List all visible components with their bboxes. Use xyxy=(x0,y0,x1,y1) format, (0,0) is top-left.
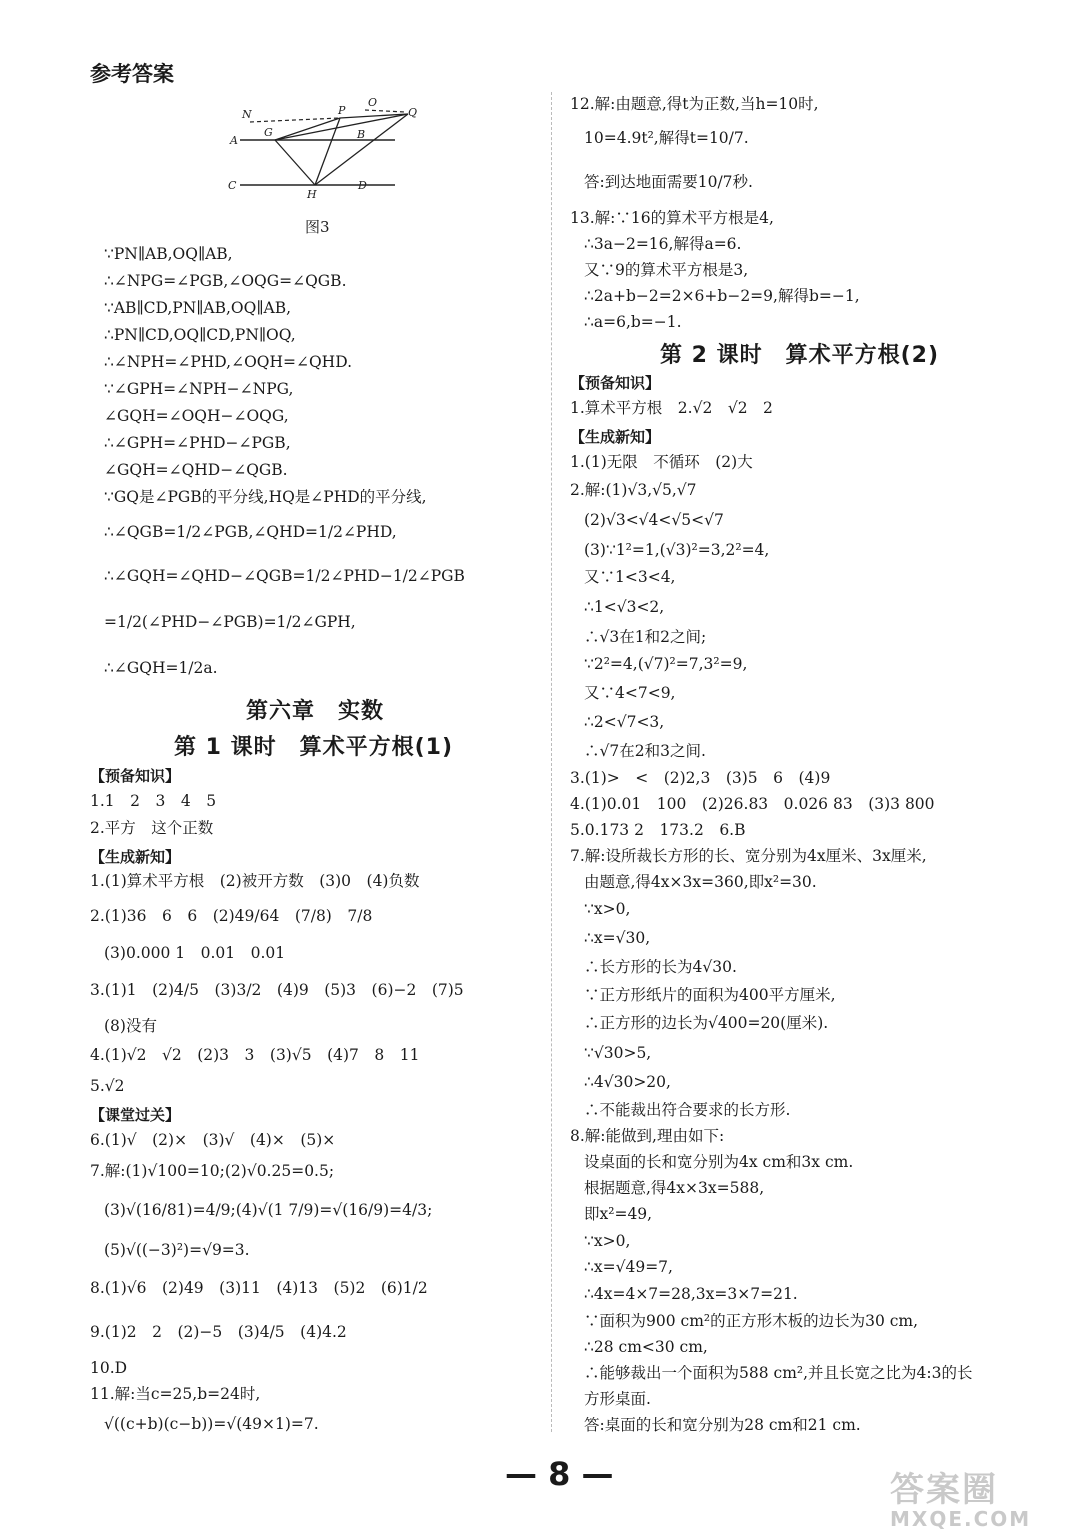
answer-line: 5.√2 xyxy=(90,1077,125,1095)
proof-line: ∠GQH=∠OQH−∠OQG, xyxy=(104,407,289,425)
page-number: — 8 — xyxy=(505,1455,614,1493)
section-label: 【预备知识】 xyxy=(570,374,661,392)
answer-line: 又∵9的算术平方根是3, xyxy=(584,261,749,279)
answer-line: ∴正方形的边长为√400=20(厘米). xyxy=(584,1014,829,1032)
proof-line: ∴∠NPG=∠PGB,∠OQG=∠QGB. xyxy=(104,272,347,290)
answer-line: ∴不能裁出符合要求的长方形. xyxy=(584,1101,791,1119)
answer-line: 6.(1)√ (2)× (3)√ (4)× (5)× xyxy=(90,1131,336,1149)
point-label-a: A xyxy=(230,134,238,147)
answer-line: 根据题意,得4x×3x=588, xyxy=(584,1179,765,1197)
point-label-n: N xyxy=(242,108,252,121)
answer-line: 2.(1)36 6 6 (2)49/64 (7/8) 7/8 xyxy=(90,907,373,925)
proof-line: =1/2(∠PHD−∠PGB)=1/2∠GPH, xyxy=(104,613,356,631)
answer-line: 答:到达地面需要10/7秒. xyxy=(584,173,753,191)
chapter-title: 第六章 实数 xyxy=(246,699,385,724)
answer-line: 4.(1)0.01 100 (2)26.83 0.026 83 (3)3 800 xyxy=(570,795,935,813)
answer-line: (2)√3<√4<√5<√7 xyxy=(584,511,724,529)
answer-line: 8.解:能做到,理由如下: xyxy=(570,1127,725,1145)
answer-line: 8.(1)√6 (2)49 (3)11 (4)13 (5)2 (6)1/2 xyxy=(90,1279,428,1297)
answer-line: ∴4x=4×7=28,3x=3×7=21. xyxy=(584,1285,798,1303)
section-label: 【课堂过关】 xyxy=(90,1106,181,1124)
answer-line: ∴3a−2=16,解得a=6. xyxy=(584,235,742,253)
answer-line: 1.(1)算术平方根 (2)被开方数 (3)0 (4)负数 xyxy=(90,872,420,890)
answer-line: 1.1 2 3 4 5 xyxy=(90,792,217,810)
answer-line: (3)∵1²=1,(√3)²=3,2²=4, xyxy=(584,541,770,559)
point-label-h: H xyxy=(307,188,317,201)
answer-line: ∵x>0, xyxy=(584,1232,631,1250)
column-divider xyxy=(551,92,552,1432)
proof-line: ∴∠NPH=∠PHD,∠OQH=∠QHD. xyxy=(104,353,352,371)
answer-line: 10.D xyxy=(90,1359,128,1377)
proof-line: ∵PN∥AB,OQ∥AB, xyxy=(104,245,233,263)
answer-line: (8)没有 xyxy=(104,1017,157,1035)
section-label: 【生成新知】 xyxy=(570,428,661,446)
answer-line: ∴2a+b−2=2×6+b−2=9,解得b=−1, xyxy=(584,287,860,305)
proof-line: ∵GQ是∠PGB的平分线,HQ是∠PHD的平分线, xyxy=(104,488,427,506)
answer-line: (5)√((−3)²)=√9=3. xyxy=(104,1241,250,1259)
answer-line: ∴4√30>20, xyxy=(584,1073,671,1091)
answer-line: ∴2<√7<3, xyxy=(584,713,665,731)
answer-line: √((c+b)(c−b))=√(49×1)=7. xyxy=(104,1415,319,1433)
point-label-p: P xyxy=(338,104,346,117)
answer-line: ∵x>0, xyxy=(584,900,631,918)
proof-line: ∴∠GPH=∠PHD−∠PGB, xyxy=(104,434,291,452)
answer-line: 又∵4<7<9, xyxy=(584,684,676,702)
point-label-q: Q xyxy=(408,106,418,119)
section-label: 【生成新知】 xyxy=(90,848,181,866)
answer-line: ∴长方形的长为4√30. xyxy=(584,958,737,976)
answer-line: 11.解:当c=25,b=24时, xyxy=(90,1385,261,1403)
proof-line: ∵AB∥CD,PN∥AB,OQ∥AB, xyxy=(104,299,292,317)
answer-line: 3.(1)1 (2)4/5 (3)3/2 (4)9 (5)3 (6)−2 (7)5 xyxy=(90,981,464,999)
answer-line: ∴x=√49=7, xyxy=(584,1258,673,1276)
answer-line: ∵正方形纸片的面积为400平方厘米, xyxy=(584,986,836,1004)
proof-line: ∴PN∥CD,OQ∥CD,PN∥OQ, xyxy=(104,326,296,344)
answer-line: 答:桌面的长和宽分别为28 cm和21 cm. xyxy=(584,1416,861,1434)
answer-line: 3.(1)> < (2)2,3 (3)5 6 (4)9 xyxy=(570,769,831,787)
answer-line: 2.平方 这个正数 xyxy=(90,819,214,837)
answer-line: 1.算术平方根 2.√2 √2 2 xyxy=(570,399,773,417)
lesson-1-title: 第 1 课时 算术平方根(1) xyxy=(174,735,454,760)
answer-line: 即x²=49, xyxy=(584,1205,653,1223)
answer-line: 2.解:(1)√3,√5,√7 xyxy=(570,481,697,499)
answer-line: (3)0.000 1 0.01 0.01 xyxy=(104,944,286,962)
answer-line: 5.0.173 2 173.2 6.B xyxy=(570,821,746,839)
answer-line: 7.解:(1)√100=10;(2)√0.25=0.5; xyxy=(90,1162,335,1180)
answer-line: 4.(1)√2 √2 (2)3 3 (3)√5 (4)7 8 11 xyxy=(90,1046,420,1064)
answer-line: ∴√3在1和2之间; xyxy=(584,628,707,646)
proof-line: ∵∠GPH=∠NPH−∠NPG, xyxy=(104,380,294,398)
point-label-o: O xyxy=(368,96,378,109)
answer-line: (3)√(16/81)=4/9;(4)√(1 7/9)=√(16/9)=4/3; xyxy=(104,1201,433,1219)
point-label-c: C xyxy=(228,179,237,192)
answer-line: 方形桌面. xyxy=(584,1390,651,1408)
answer-line: ∵面积为900 cm²的正方形木板的边长为30 cm, xyxy=(584,1312,919,1330)
watermark-logo xyxy=(890,1462,1050,1531)
lesson-2-title: 第 2 课时 算术平方根(2) xyxy=(660,343,940,368)
answer-line: 设桌面的长和宽分别为4x cm和3x cm. xyxy=(584,1153,854,1171)
figure-caption: 图3 xyxy=(305,218,330,236)
page-header: 参考答案 xyxy=(90,62,174,86)
answer-line: ∴28 cm<30 cm, xyxy=(584,1338,708,1356)
answer-line: 13.解:∵16的算术平方根是4, xyxy=(570,209,774,227)
answer-line: 9.(1)2 2 (2)−5 (3)4/5 (4)4.2 xyxy=(90,1323,347,1341)
answer-line: ∴能够裁出一个面积为588 cm²,并且长宽之比为4:3的长 xyxy=(584,1364,973,1382)
answer-line: 由题意,得4x×3x=360,即x²=30. xyxy=(584,873,817,891)
proof-line: ∴∠GQH=∠QHD−∠QGB=1/2∠PHD−1/2∠PGB xyxy=(104,567,465,585)
answer-line: 又∵1<3<4, xyxy=(584,568,676,586)
watermark-main-text: 答案圈 xyxy=(890,1470,998,1510)
point-label-b: B xyxy=(357,128,366,141)
answer-line: ∴1<√3<2, xyxy=(584,598,665,616)
answer-line: ∴a=6,b=−1. xyxy=(584,313,682,331)
answer-line: 12.解:由题意,得t为正数,当h=10时, xyxy=(570,95,819,113)
section-label: 【预备知识】 xyxy=(90,767,181,785)
answer-line: ∴x=√30, xyxy=(584,929,651,947)
point-label-d: D xyxy=(358,179,367,192)
proof-line: ∴∠QGB=1/2∠PGB,∠QHD=1/2∠PHD, xyxy=(104,523,397,541)
answer-line: 10=4.9t²,解得t=10/7. xyxy=(584,129,749,147)
answer-line: 7.解:设所裁长方形的长、宽分别为4x厘米、3x厘米, xyxy=(570,847,927,865)
point-label-g: G xyxy=(264,126,273,139)
answer-line: ∵√30>5, xyxy=(584,1044,652,1062)
proof-line: ∴∠GQH=1/2a. xyxy=(104,659,218,677)
answer-line: ∴√7在2和3之间. xyxy=(584,742,706,760)
answer-line: 1.(1)无限 不循环 (2)大 xyxy=(570,453,753,471)
proof-line: ∠GQH=∠QHD−∠QGB. xyxy=(104,461,288,479)
answer-line: ∵2²=4,(√7)²=7,3²=9, xyxy=(584,655,748,673)
watermark-sub-text: MXQE.COM xyxy=(890,1507,1032,1531)
